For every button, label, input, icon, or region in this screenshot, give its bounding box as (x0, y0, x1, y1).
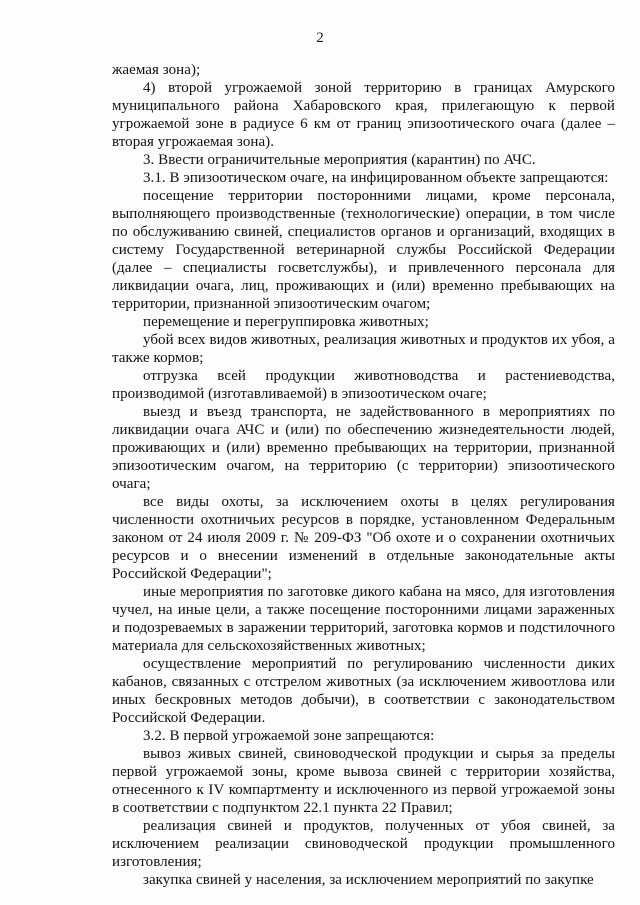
paragraph: жаемая зона); (112, 62, 201, 78)
paragraph: 4) второй угрожаемой зоной территорию в границах Амурского муниципального района Хабаровского края, прилегающую к первой угрожаемой зоне в радиусе 6 км от границ эпизоотического очага (далее – вторая угрожаемая зона). (112, 80, 615, 150)
paragraph: 3. Ввести ограничительные мероприятия (карантин) по АЧС. (143, 152, 536, 168)
document-body (112, 61, 615, 889)
paragraph: 3.1. В эпизоотическом очаге, на инфицированном объекте запрещаются: (143, 170, 609, 186)
paragraph: перемещение и перегруппировка животных; (143, 314, 429, 330)
paragraph: отгрузка всей продукции животноводства и растениеводства, производимой (изготавливаемой) в эпизоотическом очаге; (112, 368, 615, 402)
paragraph: иные мероприятия по заготовке дикого кабана на мясо, для изготовления чучел, на иные цели, а также посещение посторонними лицами зараженных и подозреваемых в заражении территорий, заготовка кормов и подстилочного материала для сельскохозяйственных животных; (112, 584, 615, 654)
paragraph: выезд и въезд транспорта, не задействованного в мероприятиях по ликвидации очага АЧС и (или) по обеспечению жизнедеятельности людей, проживающих и (или) временно пребывающих на территории, признанной эпизоотическим очагом, на территорию (с территории) эпизоотического очага; (112, 404, 615, 492)
page-number: 2 (316, 30, 324, 46)
paragraph: убой всех видов животных, реализация животных и продуктов их убоя, а также кормов; (112, 332, 615, 366)
paragraph: осуществление мероприятий по регулированию численности диких кабанов, связанных с отстрелом животных (за исключением живоотлова или иных бескровных методов добычи), в соответствии с законодательством Российской Федерации. (112, 656, 615, 726)
paragraph: все виды охоты, за исключением охоты в целях регулирования численности охотничьих ресурсов в порядке, установленном Федеральным законом от 24 июля 2009 г. № 209-ФЗ "Об охоте и о сохранении охотничьих ресурсов и о внесении изменений в отдельные законодательные акты Российской Федерации"; (112, 494, 615, 582)
paragraph: вывоз живых свиней, свиноводческой продукции и сырья за пределы первой угрожаемой зоны, кроме вывоза свиней с территории хозяйства, отнесенного к IV компартменту и исключенного из первой угрожаемой зоны в соответствии с подпунктом 22.1 пункта 22 Правил; (112, 746, 615, 816)
paragraph: 3.2. В первой угрожаемой зоне запрещаются: (143, 728, 435, 744)
paragraph: закупка свиней у населения, за исключением мероприятий по закупке (143, 872, 594, 888)
paragraph: посещение территории посторонними лицами, кроме персонала, выполняющего производственные (технологические) операции, в том числе по обслуживанию свиней, специалистов органов и организаций, входящих в систему Государственной ветеринарной службы Российской Федерации (далее – специалисты госветслужбы), и привлеченного персонала для ликвидации очага, лиц, проживающих и (или) временно пребывающих на территории, признанной эпизоотическим очагом; (112, 188, 615, 312)
paragraph: реализация свиней и продуктов, полученных от убоя свиней, за исключением реализации свиноводческой продукции промышленного изготовления; (112, 818, 615, 870)
